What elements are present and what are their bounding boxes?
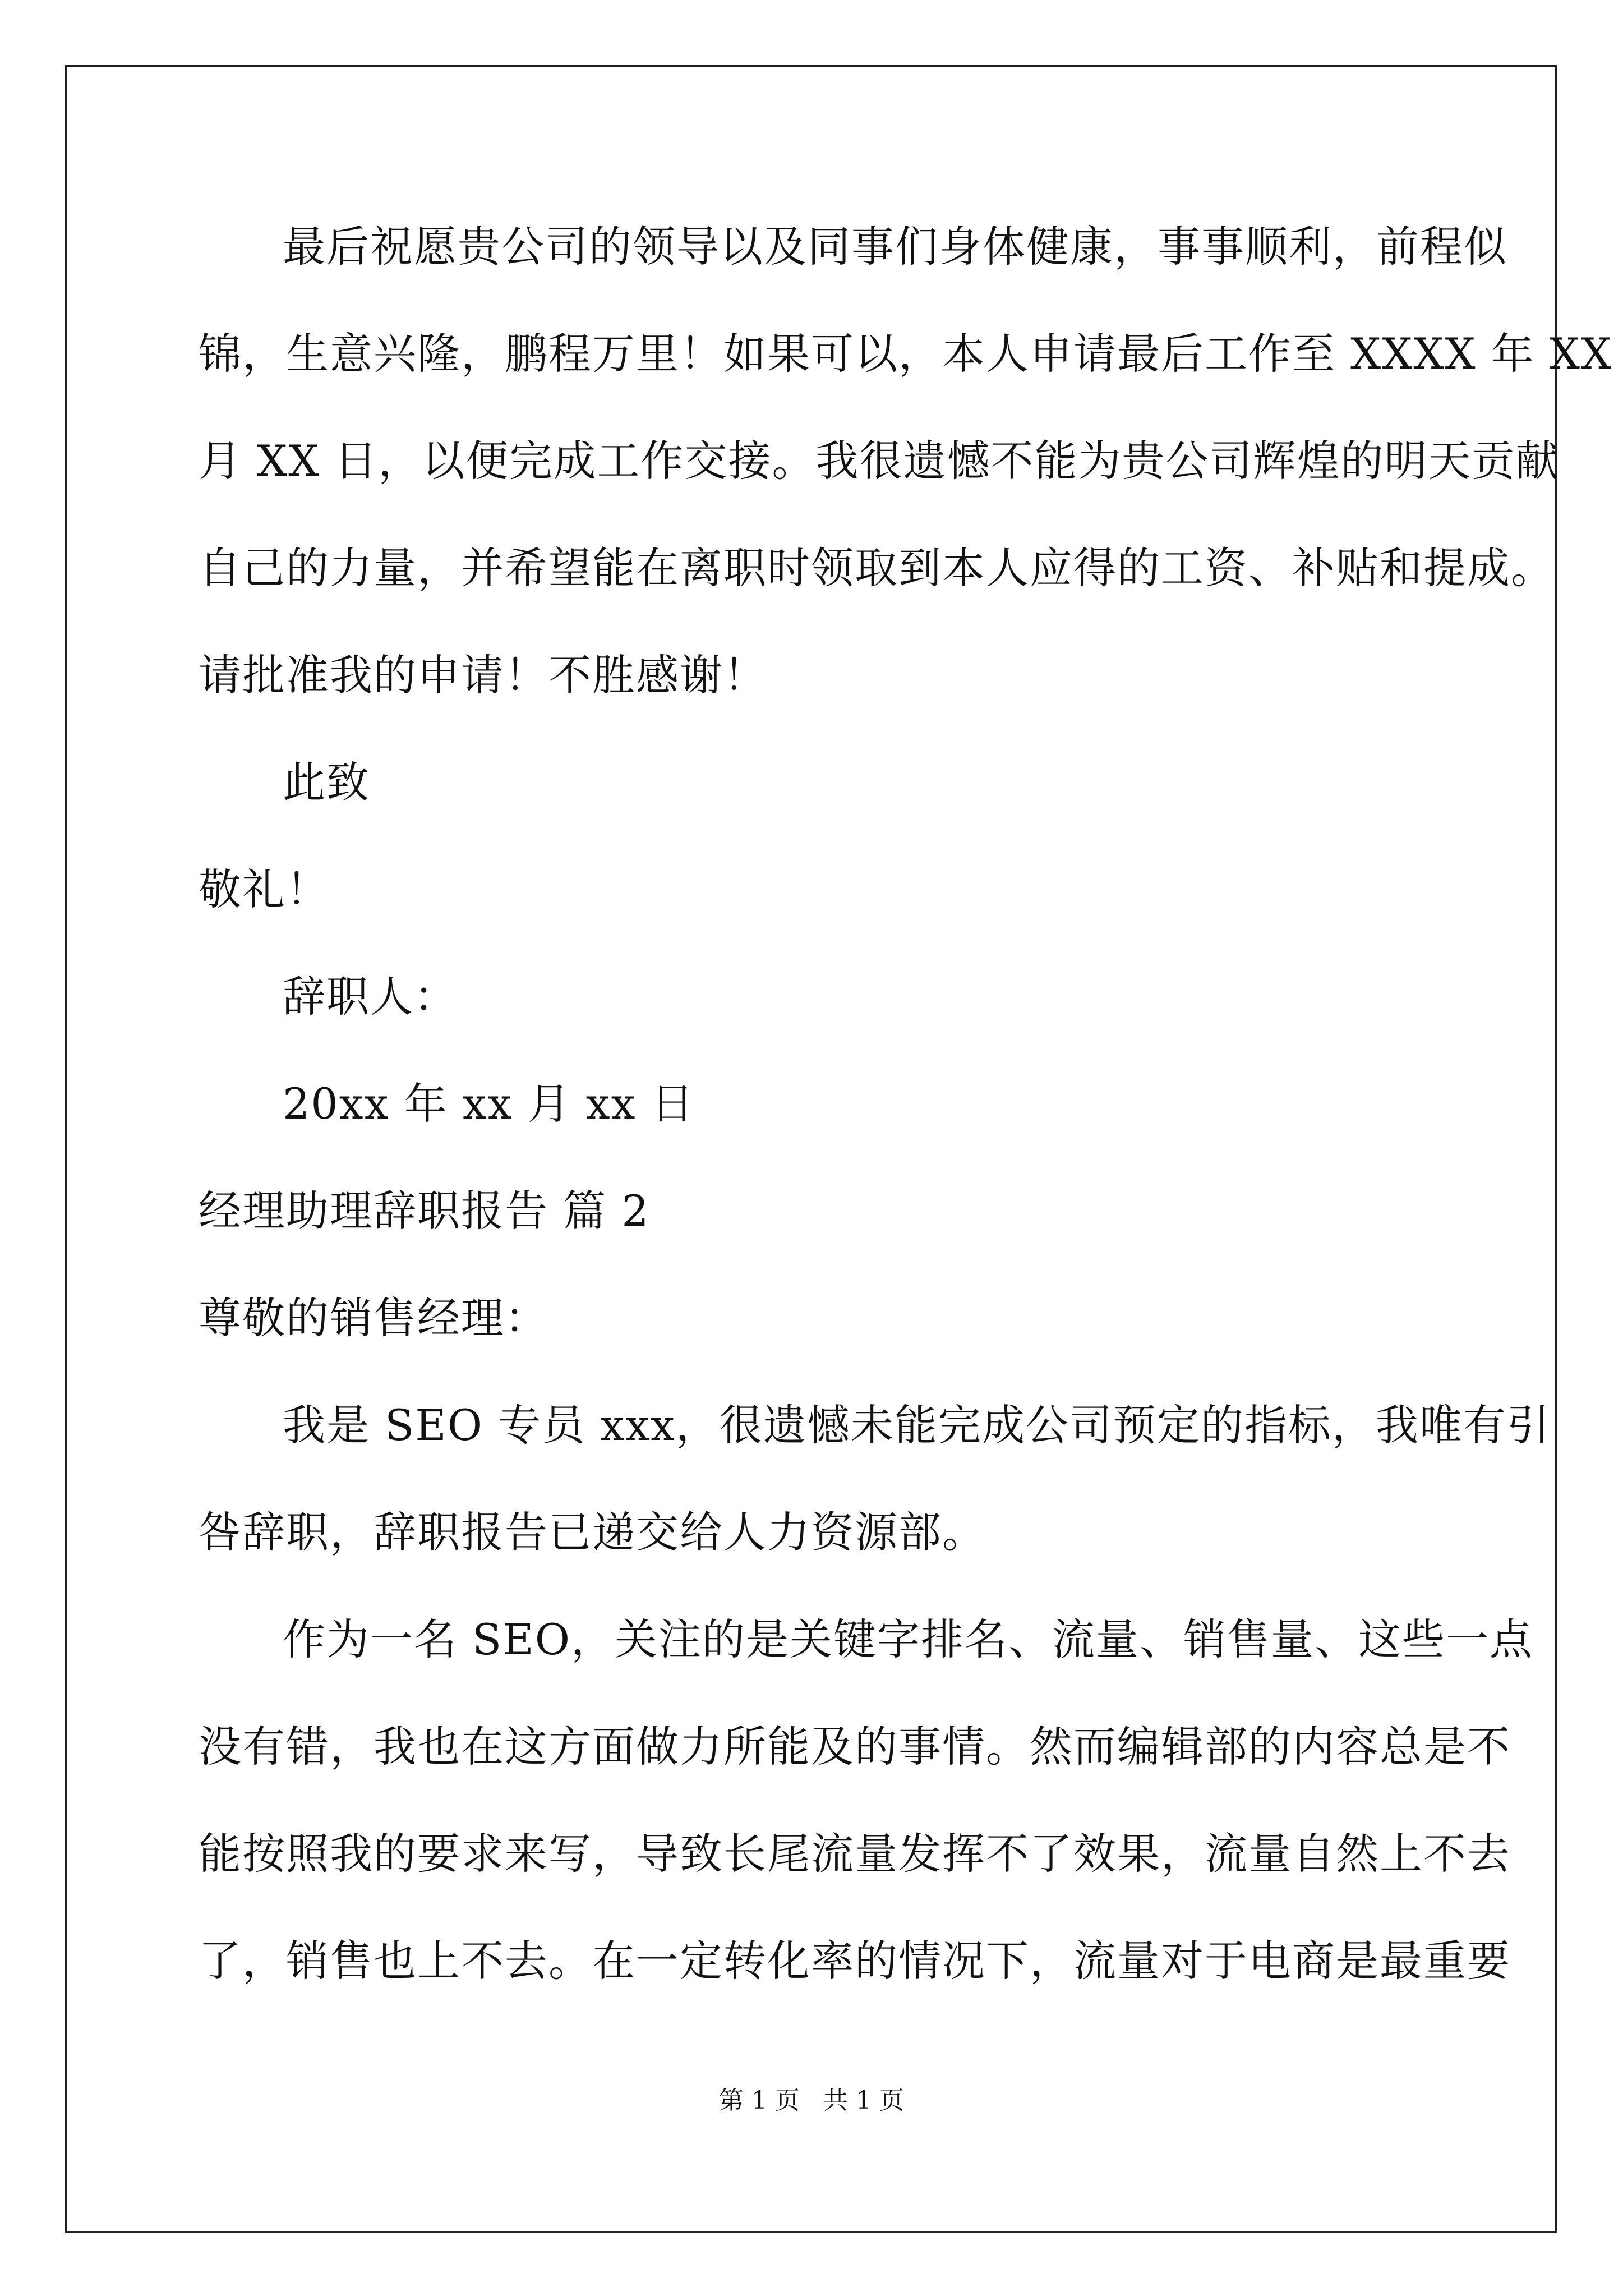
paragraph-line: 了，销售也上不去。在一定转化率的情况下，流量对于电商是最重要 [199, 1936, 1511, 1986]
paragraph-line: 请批准我的申请！不胜感谢！ [199, 650, 767, 700]
salutation: 尊敬的销售经理： [199, 1293, 548, 1343]
paragraph-line: 能按照我的要求来写，导致长尾流量发挥不了效果，流量自然上不去 [199, 1829, 1511, 1879]
section-title: 经理助理辞职报告 篇 2 [199, 1186, 650, 1236]
paragraph-line: 锦，生意兴隆，鹏程万里！如果可以，本人申请最后工作至 XXXX 年 XX [199, 329, 1613, 379]
paragraph-line: 咎辞职，辞职报告已递交给人力资源部。 [199, 1507, 986, 1557]
paragraph-line: 我是 SEO 专员 xxx，很遗憾未能完成公司预定的指标，我唯有引 [283, 1400, 1551, 1450]
page-number-footer: 第 1 页 共 1 页 [719, 2086, 904, 2115]
signature-label: 辞职人： [283, 972, 458, 1022]
salutation-closing: 敬礼！ [199, 864, 330, 914]
paragraph-line: 自己的力量，并希望能在离职时领取到本人应得的工资、补贴和提成。 [199, 543, 1555, 593]
paragraph-line: 作为一名 SEO，关注的是关键字排名、流量、销售量、这些一点 [283, 1614, 1534, 1664]
paragraph-line: 月 XX 日，以便完成工作交接。我很遗憾不能为贵公司辉煌的明天贡献 [199, 436, 1560, 486]
closing-phrase: 此致 [283, 757, 370, 807]
paragraph-line: 最后祝愿贵公司的领导以及同事们身体健康，事事顺利，前程似 [283, 222, 1507, 272]
date-line: 20xx 年 xx 月 xx 日 [283, 1079, 695, 1129]
paragraph-line: 没有错，我也在这方面做力所能及的事情。然而编辑部的内容总是不 [199, 1722, 1511, 1772]
page-border [65, 65, 1557, 2233]
